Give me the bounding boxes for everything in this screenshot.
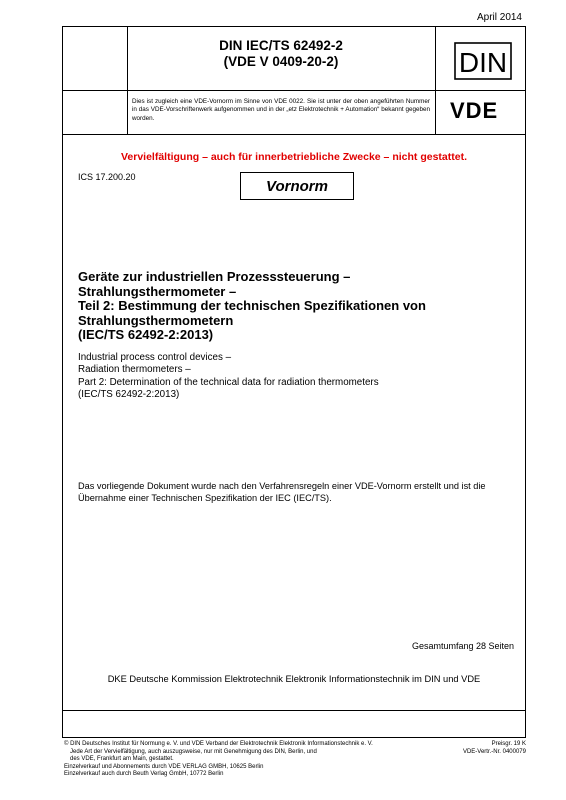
- footer-line: des VDE, Frankfurt am Main, gestattet.: [70, 756, 174, 762]
- title-de-line: Strahlungsthermometer –: [78, 283, 237, 299]
- din-logo: [454, 42, 512, 80]
- frame-divider: [435, 26, 436, 134]
- footer-line: Jede Art der Vervielfältigung, auch auszugsweise, nur mit Genehmigung des DIN, Berlin, und: [70, 748, 317, 755]
- dke-line: DKE Deutsche Kommission Elektrotechnik Elektronik Informationstechnik im DIN und VDE: [107, 674, 481, 684]
- title-german: [78, 270, 508, 343]
- frame-divider: [62, 737, 526, 738]
- order-number: VDE-Vertr.-Nr. 0400079: [462, 748, 526, 755]
- frame-divider: [62, 710, 526, 711]
- doc-type-badge: Vornorm: [240, 172, 354, 200]
- title-de-line: Strahlungsthermometern: [78, 312, 234, 328]
- frame-divider: [62, 134, 526, 135]
- vde-number: (VDE V 0409-20-2): [223, 54, 339, 69]
- footer-line: © DIN Deutsches Institut für Normung e. V. und VDE Verband der Elektrotechnik Elektronik Informationstechnik e. V.: [64, 741, 373, 747]
- title-de-line: Teil 2: Bestimmung der technischen Spezifikationen von: [78, 298, 426, 314]
- issue-date: April 2014: [476, 12, 522, 23]
- title-english: [78, 352, 508, 402]
- title-en-line: Radiation thermometers –: [78, 364, 191, 376]
- title-de-line: Geräte zur industriellen Prozesssteuerung –: [78, 269, 351, 284]
- procedure-note: Das vorliegende Dokument wurde nach den Verfahrensregeln einer VDE-Vornorm erstellt und ist die Übernahme einer Technischen Spezifikation der IEC (IEC/TS).: [78, 481, 486, 504]
- din-logo-text: DIN: [458, 47, 508, 78]
- standard-number: DIN IEC/TS 62492-2: [219, 38, 343, 53]
- footer-line: Einzelverkauf auch durch Beuth Verlag GmbH, 10772 Berlin: [64, 771, 224, 777]
- footer-copyright: [64, 741, 424, 779]
- total-pages: Gesamtumfang 28 Seiten: [411, 641, 514, 651]
- frame-divider: [127, 90, 128, 134]
- copy-warning: Vervielfältigung – auch für innerbetriebliche Zwecke – nicht gestattet.: [120, 151, 467, 163]
- title-en-line: Part 2: Determination of the technical data for radiation thermometers: [78, 376, 379, 388]
- vde-note: Dies ist zugleich eine VDE-Vornorm im Sinne von VDE 0022. Sie ist unter der oben angeführten Nummer in das VDE-Vorschriftenwerk aufgenommen und in der „etz Elektrotechnik + Automation“ bekannt gegeben worden.: [132, 98, 430, 122]
- frame-divider: [62, 90, 526, 91]
- price-group: Preisgr. 19 K: [491, 741, 526, 747]
- footer-line: Einzelverkauf und Abonnements durch VDE VERLAG GMBH, 10625 Berlin: [64, 763, 264, 770]
- title-en-line: Industrial process control devices –: [78, 352, 232, 363]
- title-de-line: (IEC/TS 62492-2:2013): [78, 327, 214, 343]
- footer-price: [463, 741, 526, 756]
- vde-logo: VDE: [450, 98, 499, 123]
- ics-code: ICS 17.200.20: [78, 172, 136, 182]
- title-en-line: (IEC/TS 62492-2:2013): [78, 389, 180, 401]
- standard-title-block: [128, 38, 434, 70]
